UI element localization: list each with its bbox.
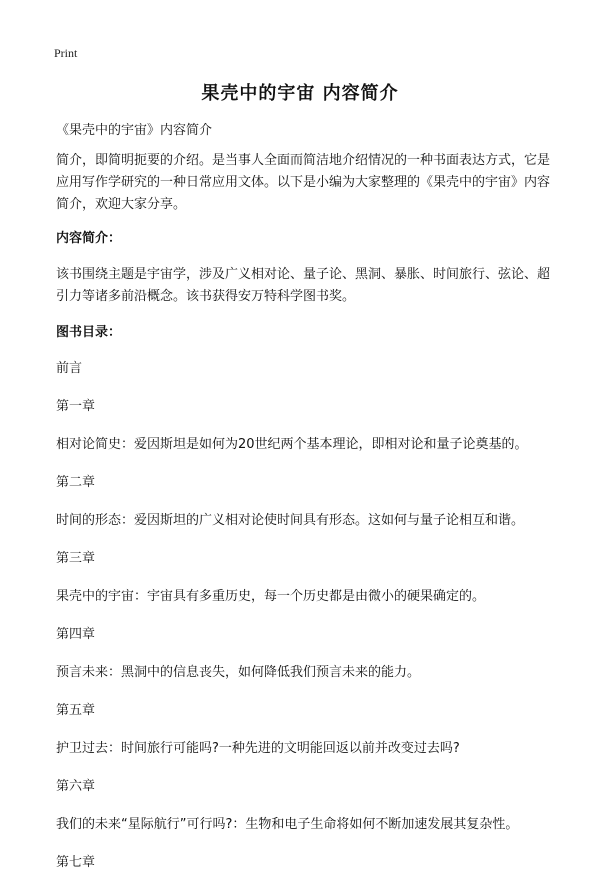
intro-paragraph: 简介，即简明扼要的介绍。是当事人全面而简洁地介绍情况的一种书面表达方式，它是应用写作学研究的一种日常应用文体。以下是小编为大家整理的《果壳中的宇宙》内容简介，欢迎大家分享。 [56, 153, 551, 212]
summary-paragraph: 该书围绕主题是宇宙学，涉及广义相对论、量子论、黑洞、暴胀、时间旅行、弦论、超引力等诸多前沿概念。该书获得安万特科学图书奖。 [56, 267, 551, 304]
toc-item: 第二章 [56, 475, 96, 490]
summary-heading: 内容简介： [56, 231, 122, 246]
toc-item: 第六章 [56, 779, 96, 794]
toc-item: 我们的未来“星际航行”可行吗?：生物和电子生命将如何不断加速发展其复杂性。 [56, 817, 519, 832]
toc-item: 第五章 [56, 703, 96, 718]
toc-item: 果壳中的宇宙：宇宙具有多重历史，每一个历史都是由微小的硬果确定的。 [56, 589, 486, 604]
toc-heading: 图书目录： [56, 325, 122, 340]
toc-item: 第七章 [56, 855, 96, 870]
toc-item: 时间的形态：爱因斯坦的广义相对论使时间具有形态。这如何与量子论相互和谐。 [56, 513, 525, 528]
toc-item: 护卫过去：时间旅行可能吗?一种先进的文明能回返以前并改变过去吗? [56, 741, 460, 756]
article-body [56, 120, 554, 890]
page-title: 果壳中的宇宙 内容简介 [201, 83, 399, 104]
print-link[interactable]: Print [54, 46, 78, 60]
toc-item: 预言未来：黑洞中的信息丧失，如何降低我们预言未来的能力。 [56, 665, 421, 680]
article-subtitle: 《果壳中的宇宙》内容简介 [56, 123, 213, 138]
toc-item: 第三章 [56, 551, 96, 566]
toc-item: 第一章 [56, 399, 96, 414]
toc-item: 相对论简史：爱因斯坦是如何为20世纪两个基本理论，即相对论和量子论奠基的。 [56, 437, 528, 452]
toc-item: 前言 [56, 361, 83, 376]
toc-item: 第四章 [56, 627, 96, 642]
